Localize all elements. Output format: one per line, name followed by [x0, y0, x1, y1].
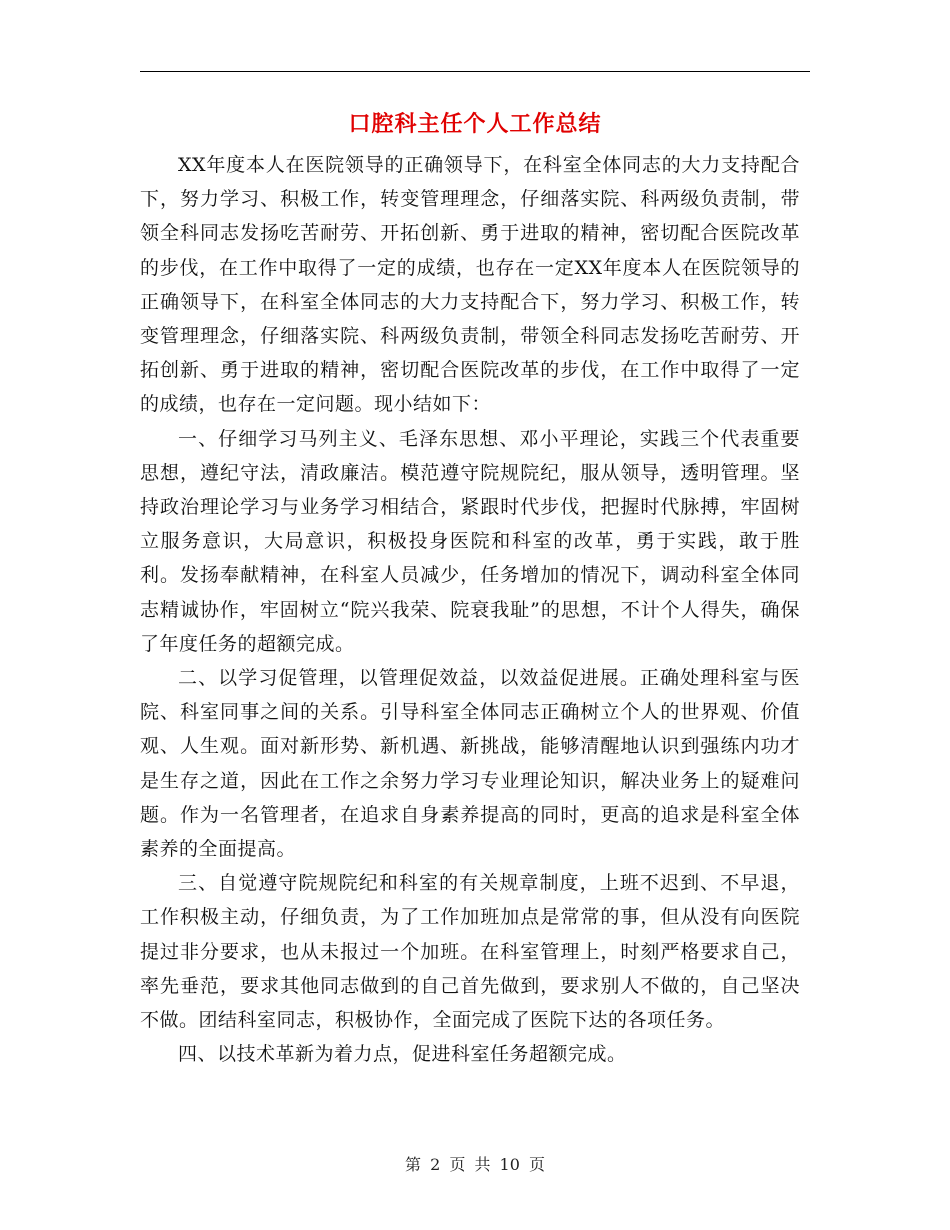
paragraph-section-1: 一、仔细学习马列主义、毛泽东思想、邓小平理论，实践三个代表重要思想，遵纪守法，清政廉洁。模范遵守院规院纪，服从领导，透明管理。坚持政治理论学习与业务学习相结合，紧跟时代步伐，把握时代脉搏，牢固树立服务意识，大局意识，积极投身医院和科室的改革，勇于实践，敢于胜利。发扬奉献精神，在科室人员减少，任务增加的情况下，调动科室全体同志精诚协作，牢固树立“院兴我荣、院衰我耻”的思想，不计个人得失，确保了年度任务的超额完成。 [140, 427, 800, 655]
page-number-footer: 第 2 页 共 10 页 [405, 1155, 545, 1174]
document-title: 口腔科主任个人工作总结 [348, 112, 602, 137]
header-rule [140, 71, 810, 72]
document-body [140, 148, 800, 1071]
paragraph-section-2: 二、以学习促管理，以管理促效益，以效益促进展。正确处理科室与医院、科室同事之间的关系。引导科室全体同志正确树立个人的世界观、价值观、人生观。面对新形势、新机遇、新挑战，能够清醒地认识到强练内功才是生存之道，因此在工作之余努力学习专业理论知识，解决业务上的疑难问题。作为一名管理者，在追求自身素养提高的同时，更高的追求是科室全体素养的全面提高。 [140, 667, 800, 861]
paragraph-section-3: 三、自觉遵守院规院纪和科室的有关规章制度，上班不迟到、不早退，工作积极主动，仔细负责，为了工作加班加点是常常的事，但从没有向医院提过非分要求，也从未报过一个加班。在科室管理上，时刻严格要求自己，率先垂范，要求其他同志做到的自己首先做到，要求别人不做的，自己坚决不做。团结科室同志，积极协作，全面完成了医院下达的各项任务。 [140, 872, 800, 1032]
paragraph-section-4: 四、以技术革新为着力点，促进科室任务超额完成。 [178, 1043, 627, 1066]
paragraph-intro: XX年度本人在医院领导的正确领导下，在科室全体同志的大力支持配合下，努力学习、积极工作，转变管理理念，仔细落实院、科两级负责制，带领全科同志发扬吃苦耐劳、开拓创新、勇于进取的精神，密切配合医院改革的步伐，在工作中取得了一定的成绩，也存在一定XX年度本人在医院领导的正确领导下，在科室全体同志的大力支持配合下，努力学习、积极工作，转变管理理念，仔细落实院、科两级负责制，带领全科同志发扬吃苦耐劳、开拓创新、勇于进取的精神，密切配合医院改革的步伐，在工作中取得了一定的成绩，也存在一定问题。现小结如下： [140, 154, 800, 416]
